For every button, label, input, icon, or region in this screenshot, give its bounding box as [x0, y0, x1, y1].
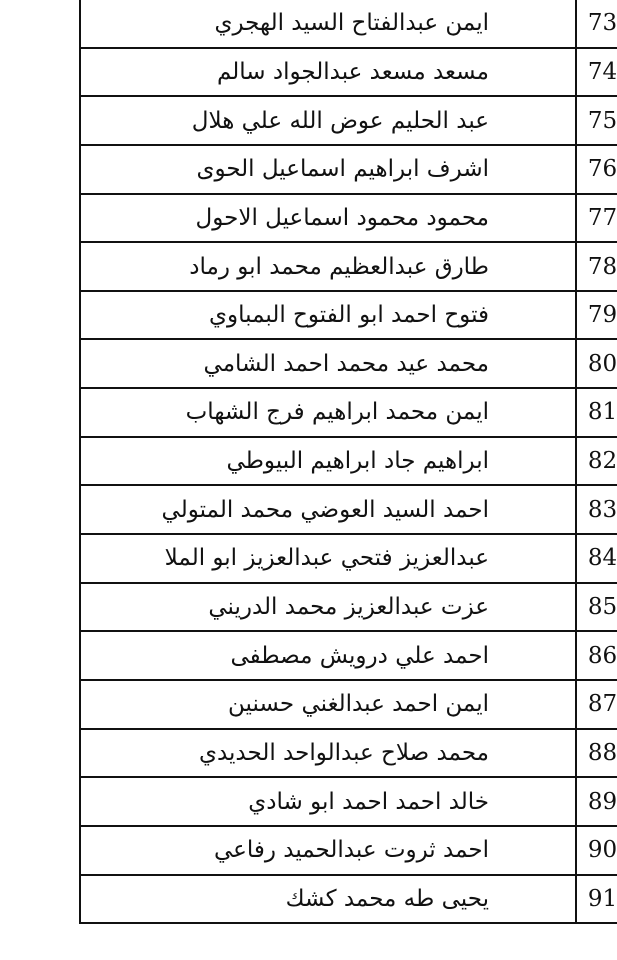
row-number-cell: 83 — [576, 485, 617, 534]
table-row — [80, 242, 617, 291]
name-cell: احمد السيد العوضي محمد المتولي — [80, 485, 576, 534]
name-cell: عبدالعزيز فتحي عبدالعزيز ابو الملا — [80, 534, 576, 583]
table-row — [80, 437, 617, 486]
row-number-cell: 73 — [576, 0, 617, 48]
table-row — [80, 291, 617, 340]
table-row — [80, 680, 617, 729]
row-number-cell: 88 — [576, 729, 617, 778]
table-row — [80, 194, 617, 243]
name-cell: محمد صلاح عبدالواحد الحديدي — [80, 729, 576, 778]
name-cell: يحيى طه محمد كشك — [80, 875, 576, 924]
name-cell: ايمن محمد ابراهيم فرج الشهاب — [80, 388, 576, 437]
row-number-cell: 77 — [576, 194, 617, 243]
row-number-cell: 81 — [576, 388, 617, 437]
table-row — [80, 96, 617, 145]
row-number-cell: 90 — [576, 826, 617, 875]
name-cell: احمد علي درويش مصطفى — [80, 631, 576, 680]
name-cell: محمود محمود اسماعيل الاحول — [80, 194, 576, 243]
table-row — [80, 583, 617, 632]
row-number-cell: 75 — [576, 96, 617, 145]
table-row — [80, 48, 617, 97]
table-row — [80, 388, 617, 437]
table-row — [80, 826, 617, 875]
row-number-cell: 89 — [576, 777, 617, 826]
table-row — [80, 631, 617, 680]
name-cell: خالد احمد احمد ابو شادي — [80, 777, 576, 826]
table-row — [80, 485, 617, 534]
name-cell: عزت عبدالعزيز محمد الدريني — [80, 583, 576, 632]
table-row — [80, 729, 617, 778]
row-number-cell: 84 — [576, 534, 617, 583]
row-number-cell: 82 — [576, 437, 617, 486]
row-number-cell: 76 — [576, 145, 617, 194]
row-number-cell: 86 — [576, 631, 617, 680]
name-cell: عبد الحليم عوض الله علي هلال — [80, 96, 576, 145]
table-row — [80, 145, 617, 194]
name-cell: محمد عيد محمد احمد الشامي — [80, 339, 576, 388]
row-number-cell: 79 — [576, 291, 617, 340]
row-number-cell: 78 — [576, 242, 617, 291]
row-number-cell: 91 — [576, 875, 617, 924]
row-number-cell: 87 — [576, 680, 617, 729]
name-cell: طارق عبدالعظيم محمد ابو رماد — [80, 242, 576, 291]
table-row — [80, 0, 617, 48]
row-number-cell: 80 — [576, 339, 617, 388]
name-cell: مسعد مسعد عبدالجواد سالم — [80, 48, 576, 97]
table-row — [80, 534, 617, 583]
table-row — [80, 875, 617, 924]
table-row — [80, 339, 617, 388]
table-row — [80, 777, 617, 826]
name-cell: اشرف ابراهيم اسماعيل الحوى — [80, 145, 576, 194]
row-number-cell: 85 — [576, 583, 617, 632]
name-cell: ابراهيم جاد ابراهيم البيوطي — [80, 437, 576, 486]
name-cell: ايمن عبدالفتاح السيد الهجري — [80, 0, 576, 48]
names-table-body — [80, 0, 617, 923]
name-cell: ايمن احمد عبدالغني حسنين — [80, 680, 576, 729]
row-number-cell: 74 — [576, 48, 617, 97]
name-cell: احمد ثروت عبدالحميد رفاعي — [80, 826, 576, 875]
name-cell: فتوح احمد ابو الفتوح البمباوي — [80, 291, 576, 340]
names-table — [79, 0, 617, 924]
